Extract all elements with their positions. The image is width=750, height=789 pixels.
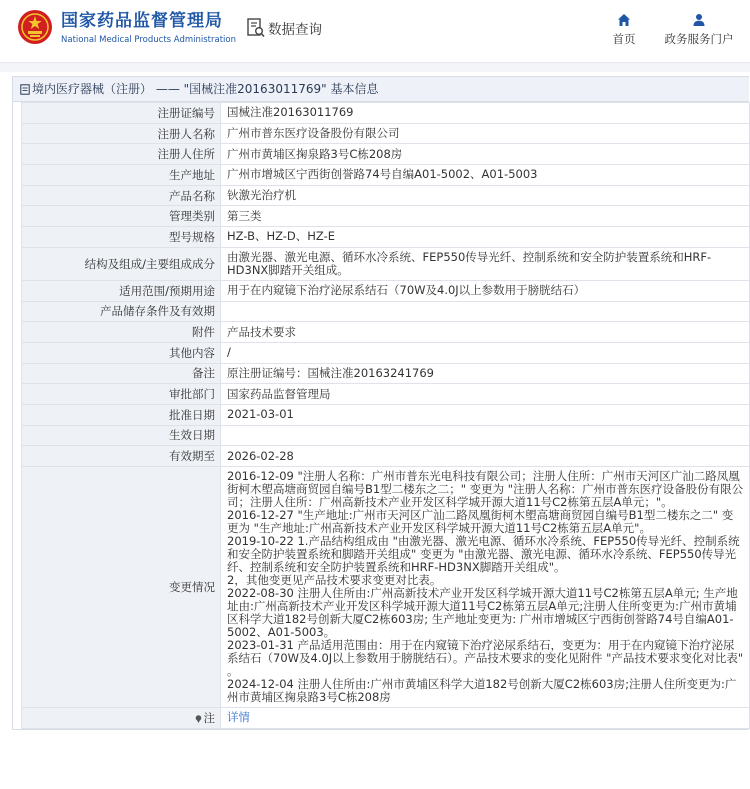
brand[interactable] <box>61 10 236 47</box>
row-value: 广州市普东医疗设备股份有限公司 <box>221 123 750 144</box>
table-row <box>22 280 750 301</box>
row-value: 由激光器、激光电源、循环水冷系统、FEP550传导光纤、控制系统和安全防护装置系统和HRF-HD3NX脚踏开关组成。 <box>221 247 750 280</box>
pin-icon <box>195 715 202 723</box>
change-entry: 2016-12-09 "注册人名称：广州市普东光电科技有限公司；注册人住所：广州市天河区广汕二路凤凰街柯木塱高塘商贸园自编号B1型二楼东之二；" 变更为 "注册人名称：广州市普东医疗设备股份有限公司；注册人住所：广州高新技术产业开发区科学城开源大道11号C2栋第五层A单元；"。 <box>227 469 744 509</box>
row-value: / <box>221 342 750 363</box>
table-row <box>22 103 750 124</box>
row-key: 其他内容 <box>22 342 221 363</box>
row-key: 适用范围/预期用途 <box>22 280 221 301</box>
document-icon <box>20 84 30 95</box>
table-row <box>22 206 750 227</box>
user-icon <box>692 13 706 27</box>
note-key <box>22 708 221 729</box>
change-entry: 2019-10-22 1.产品结构组成由 "由激光器、激光电源、循环水冷系统、FEP550传导光纤、控制系统和安全防护装置系统和脚踏开关组成" 变更为 "由激光器、激光电源、循环水冷系统、FEP550传导光纤、控制系统和安全防护装置系统和HRF-HD3NX脚踏开关组成"。 <box>227 534 740 574</box>
home-icon <box>617 13 631 27</box>
table-row <box>22 384 750 405</box>
row-key: 审批部门 <box>22 384 221 405</box>
table-row <box>22 301 750 322</box>
changes-value <box>221 467 750 708</box>
document-search-icon <box>247 18 265 38</box>
detail-table <box>21 102 750 729</box>
table-row <box>22 404 750 425</box>
note-label: 注 <box>203 710 215 725</box>
row-value: 用于在内窥镜下治疗泌尿系结石（70W及4.0J以上参数用于膀胱结石） <box>221 280 750 301</box>
site-header <box>0 0 750 62</box>
row-key: 结构及组成/主要组成成分 <box>22 247 221 280</box>
row-value: 广州市增城区宁西街创誉路74号自编A01-5002、A01-5003 <box>221 165 750 186</box>
table-row <box>22 185 750 206</box>
table-row <box>22 342 750 363</box>
change-entry: 2023-01-31 产品适用范围由：用于在内窥镜下治疗泌尿系结石，变更为：用于在内窥镜下治疗泌尿系结石（70W及4.0J以上参数用于膀胱结石）。产品技术要求的变化见附件 "产品技术要求变化对比表" 。 <box>227 638 744 678</box>
nav-gov-portal[interactable] <box>662 13 736 47</box>
row-value: 2026-02-28 <box>221 446 750 467</box>
row-value: 国械注准20163011769 <box>221 103 750 124</box>
table-row-note <box>22 708 750 729</box>
row-value: 2021-03-01 <box>221 404 750 425</box>
row-key: 生效日期 <box>22 425 221 446</box>
panel-title-text: 境内医疗器械（注册） —— "国械注准20163011769" 基本信息 <box>32 81 379 96</box>
table-row <box>22 227 750 248</box>
data-query-label: 数据查询 <box>268 22 322 38</box>
row-value: 第三类 <box>221 206 750 227</box>
row-key: 批准日期 <box>22 404 221 425</box>
info-panel <box>12 76 749 730</box>
panel-title <box>13 77 749 102</box>
row-key: 管理类别 <box>22 206 221 227</box>
national-emblem-icon <box>17 9 53 45</box>
row-value: 广州市黄埔区掬泉路3号C栋208房 <box>221 144 750 165</box>
nav-home[interactable] <box>610 13 638 47</box>
table-row <box>22 247 750 280</box>
table-row <box>22 322 750 343</box>
table-row <box>22 123 750 144</box>
row-value: 原注册证编号：国械注准20163241769 <box>221 363 750 384</box>
nav-home-label: 首页 <box>612 32 636 46</box>
row-value <box>221 425 750 446</box>
row-value: 产品技术要求 <box>221 322 750 343</box>
row-value: HZ-B、HZ-D、HZ-E <box>221 227 750 248</box>
header-divider <box>0 62 750 72</box>
row-key: 型号规格 <box>22 227 221 248</box>
change-entry: 2024-12-04 注册人住所由:广州市黄埔区科学大道182号创新大厦C2栋603房;注册人住所变更为:广州市黄埔区掬泉路3号C栋208房 <box>227 677 737 704</box>
row-value <box>221 301 750 322</box>
row-key: 注册人名称 <box>22 123 221 144</box>
details-link[interactable]: 详情 <box>227 710 250 725</box>
note-value <box>221 708 750 729</box>
row-key: 注册证编号 <box>22 103 221 124</box>
row-key: 有效期至 <box>22 446 221 467</box>
row-value: 国家药品监督管理局 <box>221 384 750 405</box>
changes-key: 变更情况 <box>22 467 221 708</box>
row-key: 备注 <box>22 363 221 384</box>
nav-gov-portal-label: 政务服务门户 <box>664 32 734 46</box>
row-key: 产品储存条件及有效期 <box>22 301 221 322</box>
table-row <box>22 363 750 384</box>
change-entry: 2，其他变更见产品技术要求变更对比表。 <box>227 573 442 587</box>
table-row <box>22 425 750 446</box>
brand-name-en: National Medical Products Administration <box>61 35 236 45</box>
row-key: 生产地址 <box>22 165 221 186</box>
change-entry: 2016-12-27 "生产地址:广州市天河区广汕二路凤凰街柯木塱高塘商贸园自编号B1型二楼东之二" 变更为 "生产地址:广州高新技术产业开发区科学城开源大道11号C2栋第五层A单元"。 <box>227 508 734 535</box>
row-key: 产品名称 <box>22 185 221 206</box>
table-row <box>22 165 750 186</box>
row-key: 注册人住所 <box>22 144 221 165</box>
data-query-link[interactable] <box>247 18 322 38</box>
table-row <box>22 446 750 467</box>
row-key: 附件 <box>22 322 221 343</box>
change-entry: 2022-08-30 注册人住所由:广州高新技术产业开发区科学城开源大道11号C2栋第五层A单元; 生产地址由:广州高新技术产业开发区科学城开源大道11号C2栋第五层A单元;注册人住所变更为:广州市黄埔区科学大道182号创新大厦C2栋603房; 生产地址变更为: 广州市增城区宁西街创誉路74号自编A01-5002、A01-5003。 <box>227 586 738 639</box>
row-value: 钬激光治疗机 <box>221 185 750 206</box>
brand-name-cn: 国家药品监督管理局 <box>61 11 223 31</box>
table-row <box>22 144 750 165</box>
table-row-changes <box>22 467 750 708</box>
